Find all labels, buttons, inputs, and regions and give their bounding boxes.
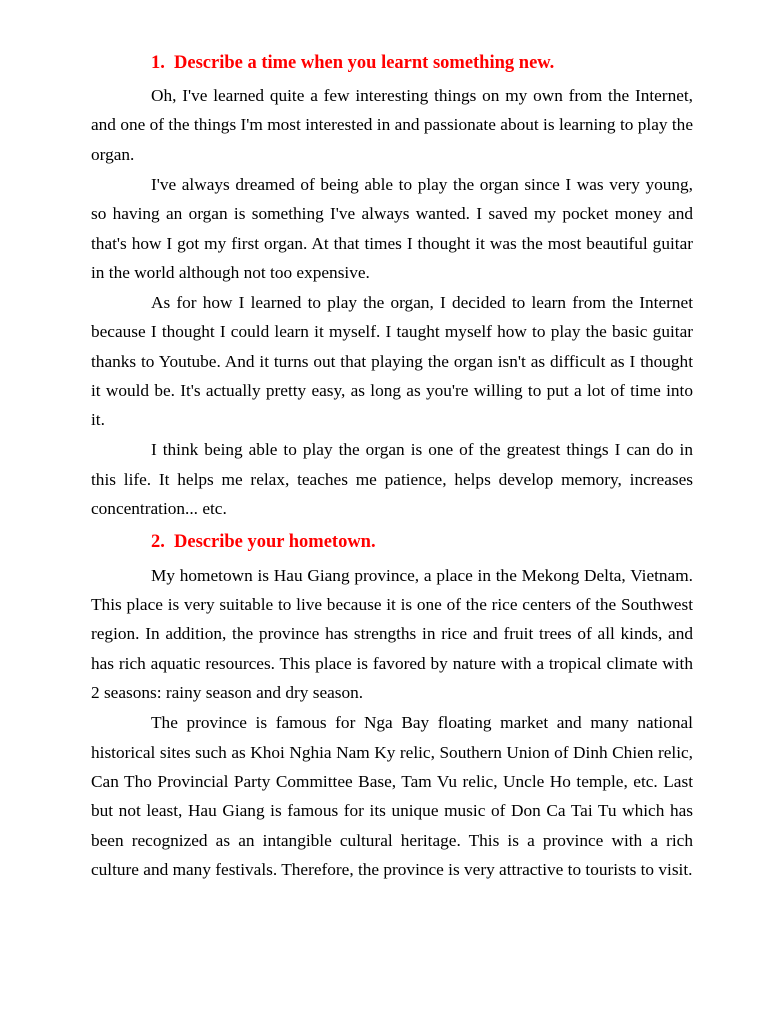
section-2-number: 2. bbox=[151, 531, 165, 552]
section-2-title: Describe your hometown. bbox=[174, 531, 376, 552]
section-1-paragraph-3: As for how I learned to play the organ, I decided to learn from the Internet because I thought I could learn it myself. I taught myself how to play the basic guitar thanks to Youtube. And it turns out that playing the organ isn't as difficult as I thought it would be. It's actually pretty easy, as long as you're willing to put a lot of time into it. bbox=[91, 292, 693, 430]
section-1-paragraph-1: Oh, I've learned quite a few interesting things on my own from the Internet, and one of the things I'm most interested in and passionate about is learning to play the organ. bbox=[91, 86, 693, 164]
section-1-paragraph-2: I've always dreamed of being able to play the organ since I was very young, so having an organ is something I've always wanted. I saved my pocket money and that's how I got my first organ. At that times I thought it was the most beautiful guitar in the world although not too expensive. bbox=[91, 174, 693, 282]
section-2-paragraph-1: My hometown is Hau Giang province, a place in the Mekong Delta, Vietnam. This place is very suitable to live because it is one of the rice centers of the Southwest region. In addition, the province has strengths in rice and fruit trees of all kinds, and has rich aquatic resources. This place is favored by nature with a tropical climate with 2 seasons: rainy season and dry season. bbox=[91, 565, 693, 703]
section-2-paragraph-2: The province is famous for Nga Bay floating market and many national historical sites such as Khoi Nghia Nam Ky relic, Southern Union of Dinh Chien relic, Can Tho Provincial Party Committee Base, Tam Vu relic, Uncle Ho temple, etc. Last but not least, Hau Giang is famous for its unique music of Don Ca Tai Tu which has been recognized as an intangible cultural heritage. This is a province with a rich culture and many festivals. Therefore, the province is very attractive to tourists to visit. bbox=[91, 713, 693, 880]
section-2-heading bbox=[151, 527, 693, 557]
section-1-heading bbox=[151, 48, 693, 78]
section-1-paragraph-4: I think being able to play the organ is one of the greatest things I can do in this life. It helps me relax, teaches me patience, helps develop memory, increases concentration... etc. bbox=[91, 440, 693, 519]
section-1-title: Describe a time when you learnt something new. bbox=[174, 53, 555, 73]
section-1-number: 1. bbox=[151, 53, 165, 73]
document-page bbox=[91, 48, 693, 885]
